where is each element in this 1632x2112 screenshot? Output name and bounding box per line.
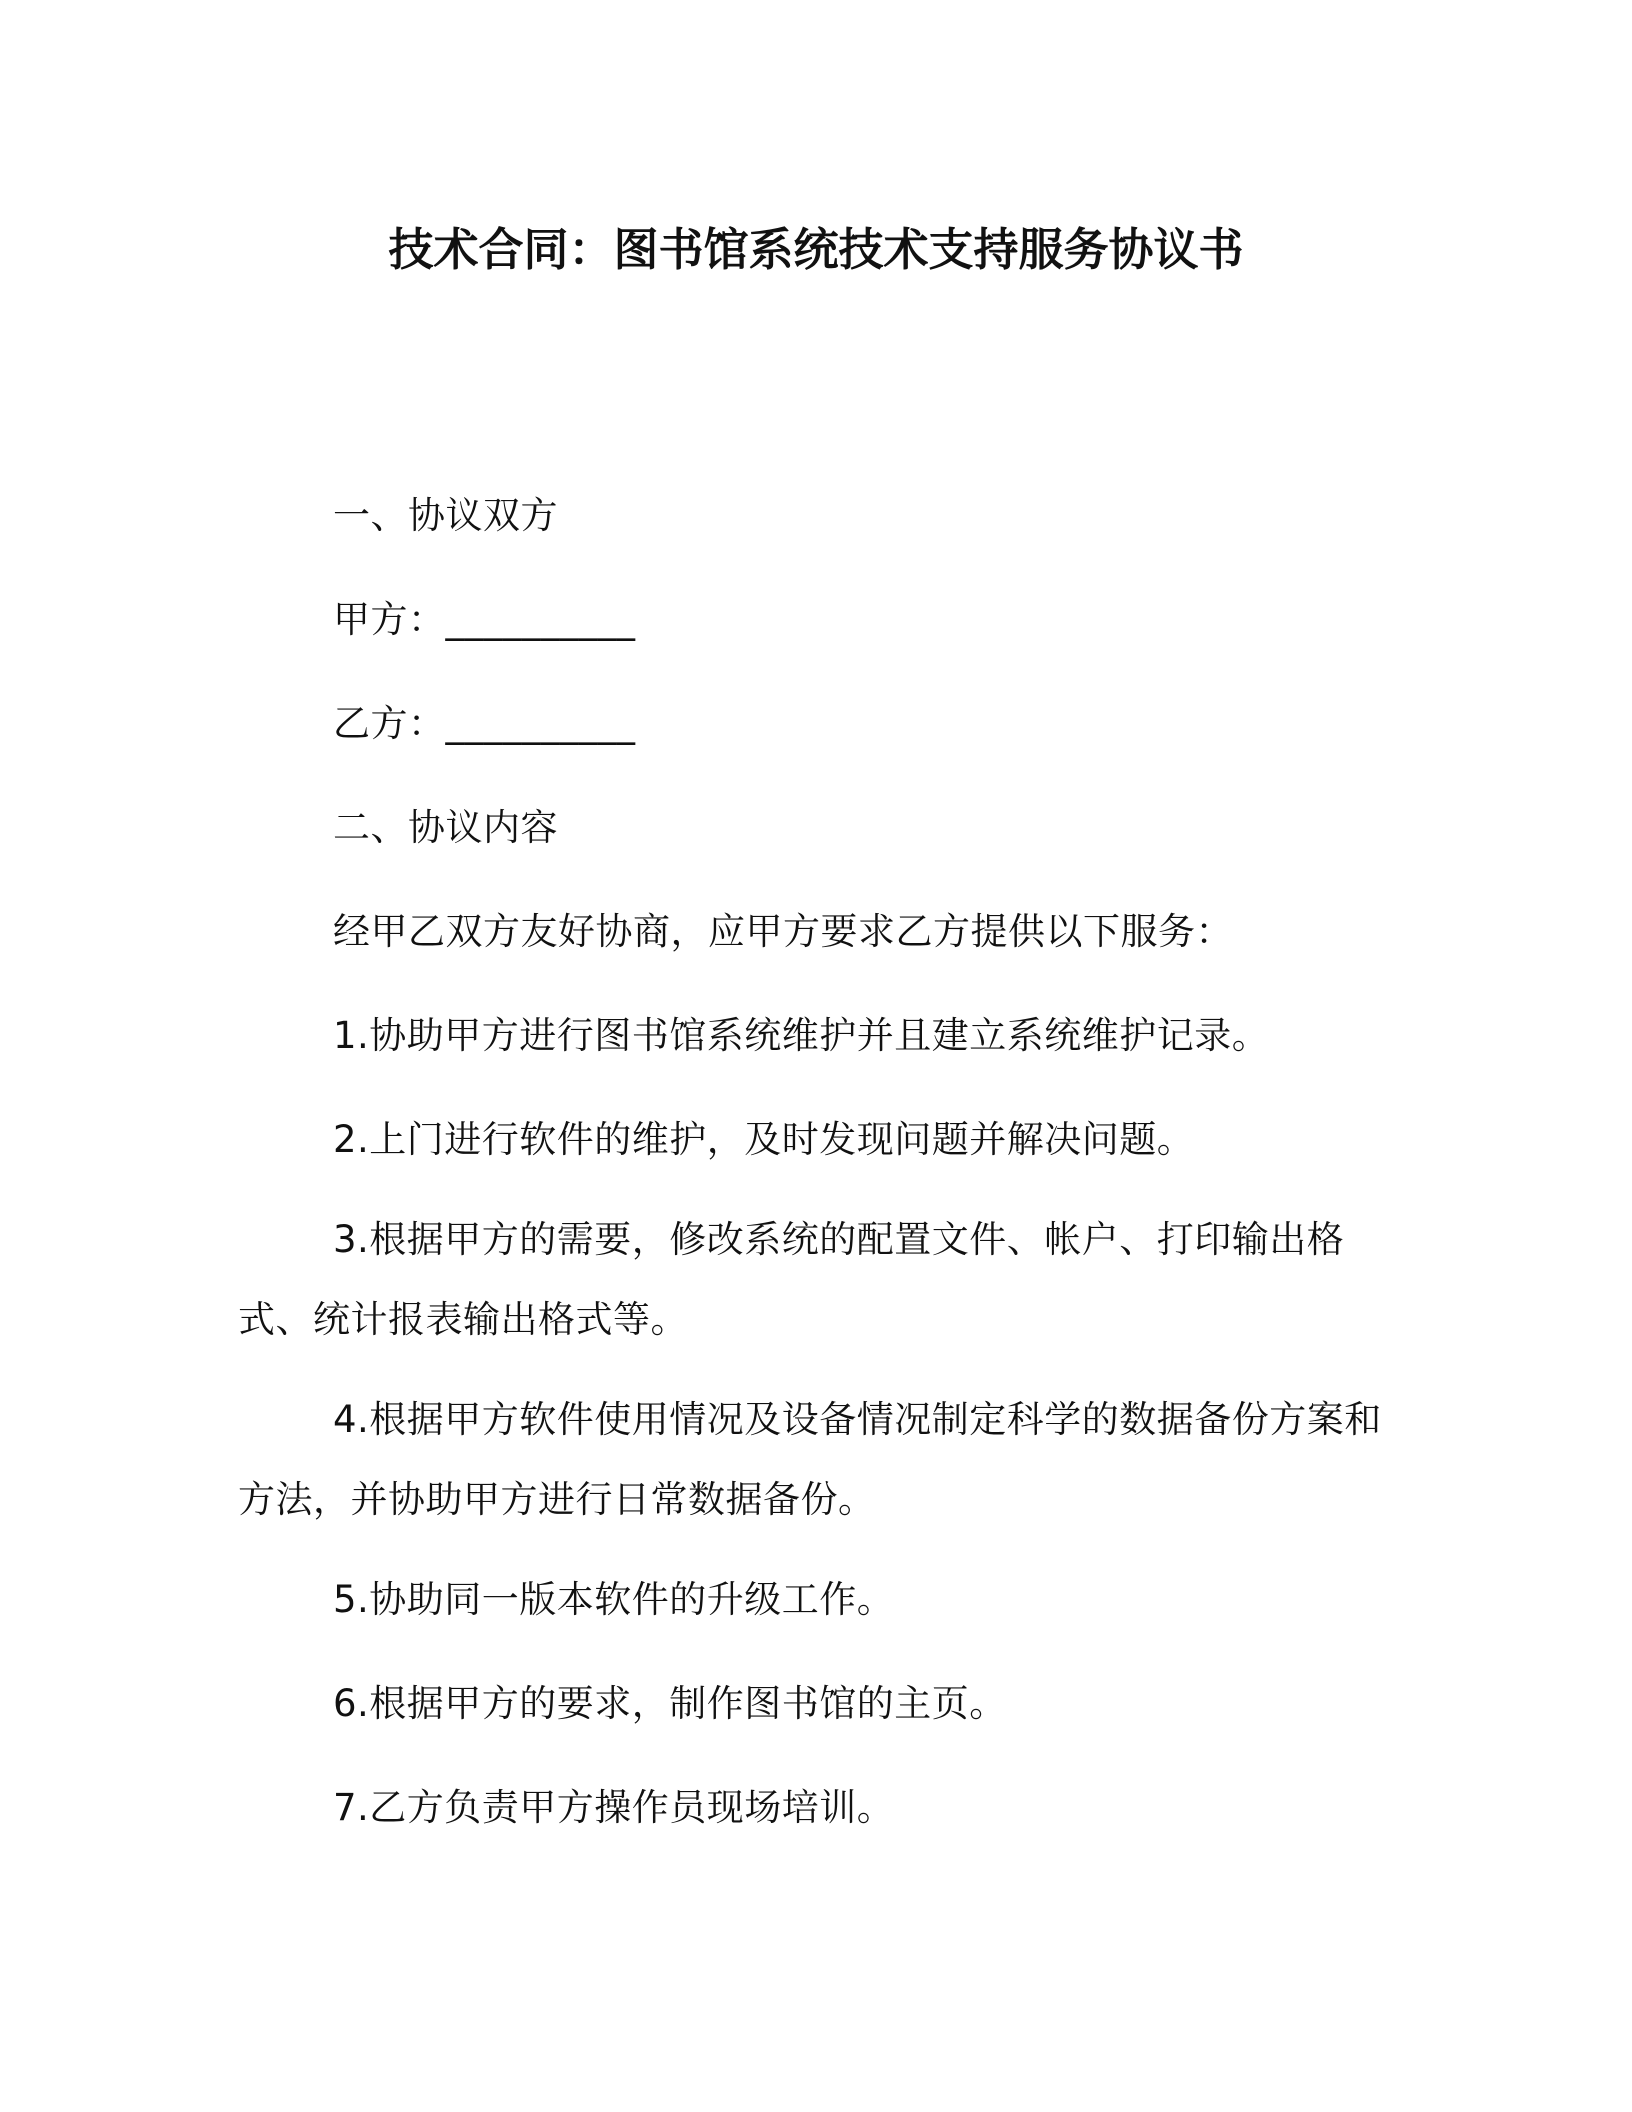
party-b-line: 乙方：__________ [333, 702, 636, 745]
list-item: 4.根据甲方软件使用情况及设备情况制定科学的数据备份方案和方法，并协助甲方进行日常数据备份。 [238, 1398, 1382, 1521]
party-a-line: 甲方：__________ [333, 598, 636, 641]
list-item: 5.协助同一版本软件的升级工作。 [333, 1578, 895, 1621]
document-title: 技术合同：图书馆系统技术支持服务协议书 [388, 223, 1244, 276]
list-item: 1.协助甲方进行图书馆系统维护并且建立系统维护记录。 [333, 1014, 1270, 1057]
section-heading-content: 二、协议内容 [333, 806, 558, 849]
section-heading-parties: 一、协议双方 [333, 494, 558, 537]
list-item: 2.上门进行软件的维护，及时发现问题并解决问题。 [333, 1118, 1195, 1161]
list-item: 7.乙方负责甲方操作员现场培训。 [333, 1786, 895, 1829]
list-item: 6.根据甲方的要求，制作图书馆的主页。 [333, 1682, 1007, 1725]
list-item: 3.根据甲方的需要，修改系统的配置文件、帐户、打印输出格式、统计报表输出格式等。 [238, 1218, 1345, 1341]
intro-paragraph: 经甲乙双方友好协商，应甲方要求乙方提供以下服务： [333, 910, 1233, 953]
